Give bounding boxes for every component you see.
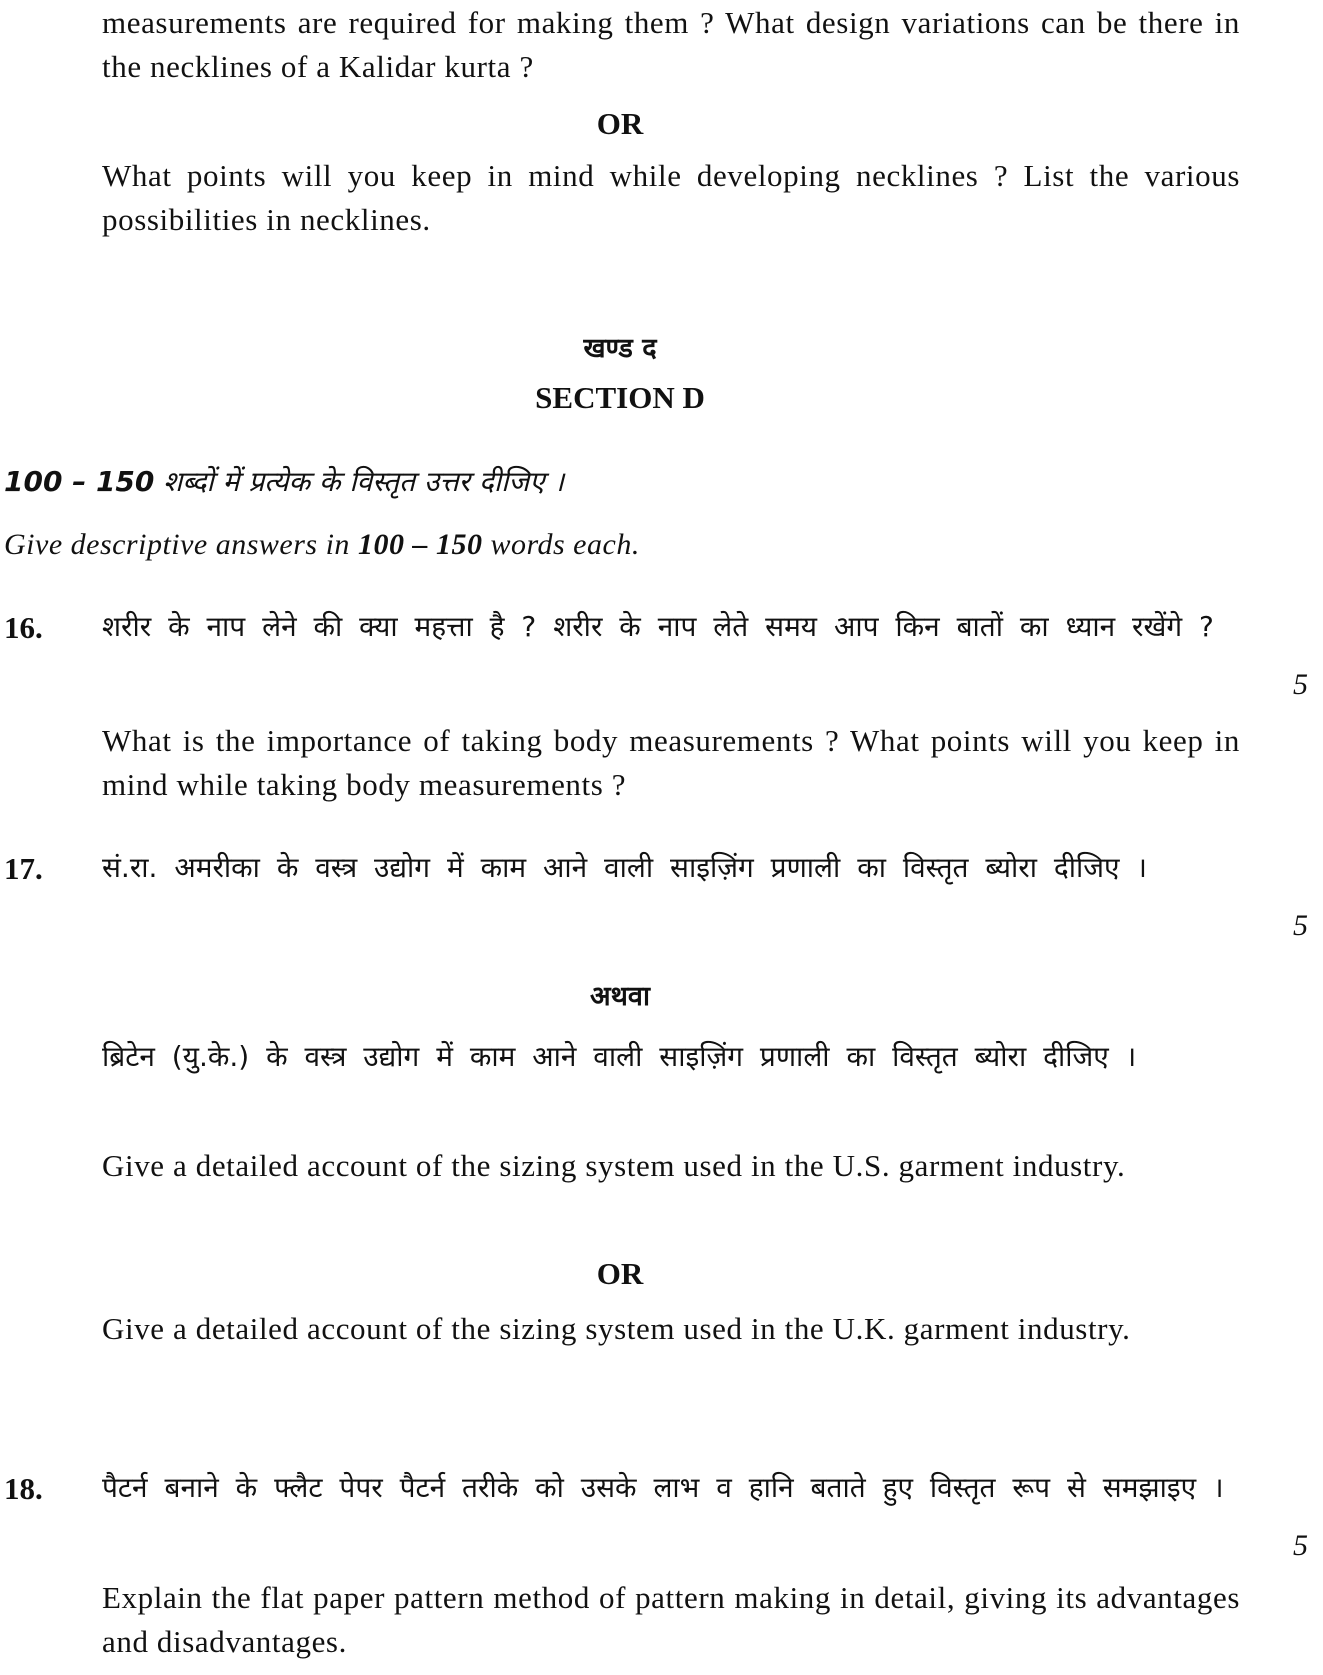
question-17-alt-english: Give a detailed account of the sizing system used in the U.K. garment industry.: [102, 1311, 1131, 1346]
question-number: 17.: [4, 851, 43, 886]
section-instruction-hindi: [4, 462, 564, 500]
or-separator: OR: [596, 106, 644, 141]
word-range: 100 – 150: [357, 528, 483, 561]
question-16-hindi: शरीर के नाप लेने की क्या महत्ता है ? शरीर के नाप लेते समय आप किन बातों का ध्यान रखेंगे ?: [102, 610, 1214, 643]
section-instruction-english: [4, 528, 640, 562]
word-range: 100 – 150: [4, 465, 155, 498]
or-separator-hindi: अथवा: [590, 981, 650, 1012]
question-number: 18.: [4, 1471, 43, 1506]
question-17-hindi: सं.रा. अमरीका के वस्त्र उद्योग में काम आने वाली साइज़िंग प्रणाली का विस्तृत ब्योरा दीजिए ।: [102, 851, 1148, 884]
question-16-english: What is the importance of taking body measurements ? What points will you keep in mind while taking body measurements ?: [102, 723, 1240, 802]
question-number: 16.: [4, 610, 43, 645]
section-title-hindi: खण्ड द: [583, 333, 657, 364]
question-marks: 5: [1293, 909, 1308, 942]
or-separator: OR: [596, 1256, 644, 1291]
previous-question-alternative: What points will you keep in mind while developing necklines ? List the various possibilities in necklines.: [102, 158, 1240, 237]
question-17-english: Give a detailed account of the sizing system used in the U.S. garment industry.: [102, 1148, 1126, 1183]
question-marks: 5: [1293, 668, 1308, 701]
instruction-text: शब्दों में प्रत्येक के विस्तृत उत्तर दीजिए ।: [163, 465, 565, 498]
question-18-english: Explain the flat paper pattern method of pattern making in detail, giving its advantages and disadvantages.: [102, 1580, 1240, 1659]
question-17-alt-hindi: ब्रिटेन (यु.के.) के वस्त्र उद्योग में काम आने वाली साइज़िंग प्रणाली का विस्तृत ब्योरा दीजिए ।: [102, 1040, 1137, 1073]
instruction-prefix: Give descriptive answers in: [4, 528, 350, 561]
previous-question-tail: measurements are required for making them ? What design variations can be there in the necklines of a Kalidar kurta ?: [102, 5, 1240, 84]
question-marks: 5: [1293, 1529, 1308, 1562]
section-title: SECTION D: [535, 380, 705, 415]
question-18-hindi: पैटर्न बनाने के फ्लैट पेपर पैटर्न तरीके को उसके लाभ व हानि बताते हुए विस्तृत रूप से समझाइए ।: [102, 1471, 1224, 1504]
instruction-suffix: words each.: [490, 528, 640, 561]
